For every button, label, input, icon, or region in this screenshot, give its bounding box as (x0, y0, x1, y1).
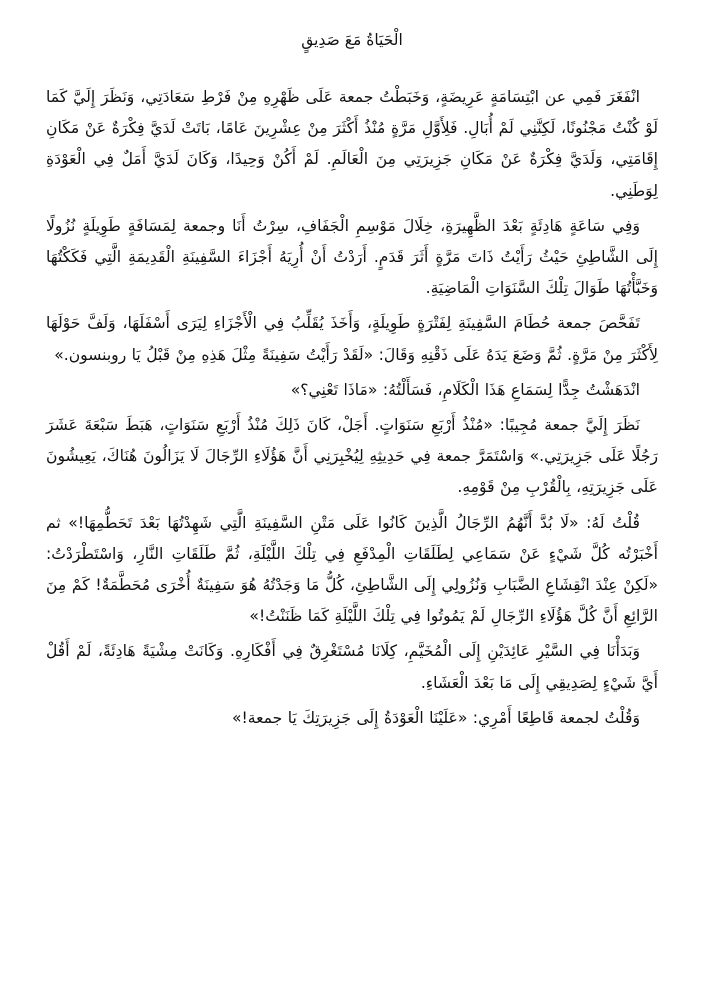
paragraph: تَفَحَّصَ جمعة حُطَامَ السَّفِينَةِ لِفَتْرَةٍ طَوِيلَةٍ، وَأَخَذَ يُقَلِّبُ فِي الْأَجْزَاءِ لِيَرَى أَسْفَلَهَا، وَلَفَّ حَوْلَهَا لِأَكْثَرَ مِنْ مَرَّةٍ. ثُمَّ وَضَعَ يَدَهُ عَلَى ذَقْنِهِ وَقَالَ: «لَقَدْ رَأَيْتُ سَفِينَةً مِثْلَ هَذِهِ مِنْ قَبْلُ يَا روبنسون.» (46, 314, 658, 364)
paragraph: وَفِي سَاعَةٍ هَادِئَةٍ بَعْدَ الظَّهِيرَةِ، خِلَالَ مَوْسِمِ الْجَفَافِ، سِرْتُ أَنَا وجمعة لِمَسَافَةٍ طَوِيلَةٍ نُزُولًا إِلَى الشَّاطِئِ حَيْثُ رَأَيْتُ ذَاتَ مَرَّةٍ أَثَرَ قَدَمٍ. أَرَدْتُ أَنْ أُرِيَهُ أَجْزَاءَ السَّفِينَةِ الْقَدِيمَةِ الَّتِي فَكَكْتُهَا وَخَبَّأْتُهَا طَوَالَ تِلْكَ السَّنَوَاتِ الْمَاضِيَةِ. (46, 216, 658, 298)
paragraph: نَظَرَ إِلَيَّ جمعة مُجِيبًا: «مُنْذُ أَرْبَعِ سَنَوَاتٍ. أَجَلْ، كَانَ ذَلِكَ مُنْذُ أَرْبَعِ سَنَوَاتٍ، هَبَطَ سَبْعَةَ عَشَرَ رَجُلًا عَلَى جَزِيرَتِي.» وَاسْتَمَرَّ جمعة فِي حَدِيثِهِ لِيُخْبِرَنِي أَنَّ هَؤُلَاءِ الرِّجَالَ لَا يَزَالُونَ هُنَاكَ، يَعِيشُونَ عَلَى جَزِيرَتِهِ، بِالْقُرْبِ مِنْ قَوْمِهِ. (46, 416, 658, 497)
paragraph: وَبَدَأْنَا فِي السَّيْرِ عَائِدَيْنِ إِلَى الْمُخَيَّمِ، كِلَانَا مُسْتَغْرِقٌ فِي أَفْكَارِهِ. وَكَانَتْ مِشْيَةً هَادِئَةً، لَمْ أَقُلْ أَيَّ شَيْءٍ لِصَدِيقِي إِلَى مَا بَعْدَ الْعَشَاءِ. (46, 642, 658, 692)
paragraph: انْفَغَرَ فَمِي عن ابْتِسَامَةٍ عَرِيضَةٍ، وَخَبَطْتُ جمعة عَلَى ظَهْرِهِ مِنْ فَرْطِ سَعَادَتِي، وَنَظَرَ إِلَيَّ كَمَا لَوْ كُنْتُ مَجْنُونًا، لَكِنَّنِي لَمْ أُبَالِ. فَلِأَوَّلِ مَرَّةٍ مُنْذُ أَكْثَرَ مِنْ عِشْرِينَ عَامًا، بَاتَتْ لَدَيَّ فِكْرَةٌ عَنْ مَكَانِ إِقَامَتِي، وَلَدَيَّ فِكْرَةٌ عَنْ مَكَانِ جَزِيرَتِي مِنَ الْعَالَمِ. لَمْ أَكُنْ وَحِيدًا، وَكَانَ لَدَيَّ أَمَلٌ فِي الْعَوْدَةِ لِوَطَنِي. (46, 88, 658, 200)
paragraph: قُلْتُ لَهُ: «لَا بُدَّ أَنَّهُمُ الرِّجَالُ الَّذِينَ كَانُوا عَلَى مَتْنِ السَّفِينَةِ الَّتِي شَهِدْتُهَا بَعْدَ تَحَطُّمِهَا!» ثم أَخْبَرْتُه كُلَّ شَيْءٍ عَنْ سَمَاعِي لِطَلَقَاتِ الْمِدْفَعِ فِي تِلْكَ اللَّيْلَةِ، ثُمَّ طَلَقَاتِ النَّارِ، وَاسْتَطْرَدْتُ: «لَكِنْ عِنْدَ انْقِشَاعِ الضَّبَابِ وَنُزُولِي إِلَى الشَّاطِئِ، كُلُّ مَا وَجَدْتُهُ هُوَ سَفِينَةٌ أُخْرَى مُحَطَّمَةٌ! كَمْ مِنَ الرَّائِعِ أَنَّ كُلَّ هَؤُلَاءِ الرِّجَالِ لَمْ يَمُوتُوا فِي تِلْكَ اللَّيْلَةِ كَمَا ظَنَنْتُ!» (46, 513, 658, 626)
paragraph: وَقُلْتُ لجمعة قَاطِعًا أَمْرِي: «عَلَيْنَا الْعَوْدَةُ إِلَى جَزِيرَتِكَ يَا جمعة!» (231, 708, 640, 727)
document-title: الْحَيَاةُ مَعَ صَدِيقٍ (301, 31, 403, 49)
paragraph: انْدَهَشْتُ جِدًّا لِسَمَاعِ هَذَا الْكَلَامِ، فَسَأَلْتُهُ: «مَاذَا تَعْنِي؟» (290, 380, 640, 399)
